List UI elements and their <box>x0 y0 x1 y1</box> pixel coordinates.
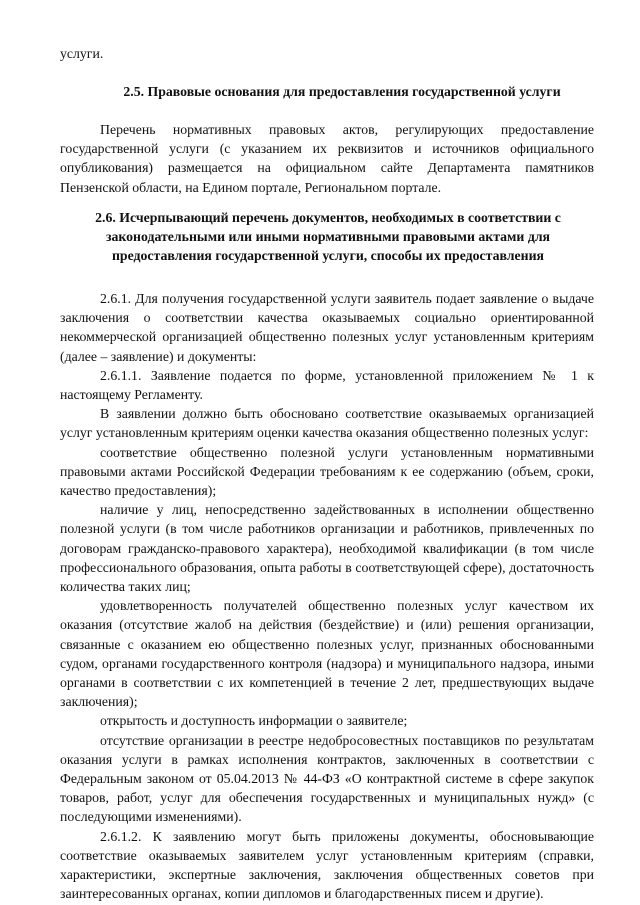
criterion-registry: отсутствие организации в реестре недобросовестных поставщиков по результатам оказания услуги в рамках исполнения контрактов, заключенных в соответствии с Федеральным законом от 05.04.2013 № 44-ФЗ «О контрактной системе в сфере закупок товаров, работ, услуг для обеспечения государственных и муниципальных нужд» (с последующими изменениями). <box>60 732 594 825</box>
section-2-6-body <box>60 289 594 904</box>
section-2-5-heading: 2.5. Правовые основания для предоставления государственной услуги <box>123 84 561 99</box>
criterion-satisfaction: удовлетворенность получателей общественно полезных услуг качеством их оказания (отсутствие жалоб на действия (бездействие) и (или) решения организации, связанные с оказанием ею общественно полезных услуг, признанных обоснованными судом, органами государственного контроля (надзора) и муниципального надзора, иными органами в соответствии с их компетенцией в течение 2 лет, предшествующих выдаче заключения); <box>60 598 594 710</box>
continued-text-fragment: услуги. <box>60 46 104 61</box>
criterion-compliance: соответствие общественно полезной услуги установленным нормативными правовыми актами Российской Федерации требованиям к ее содержанию (объем, сроки, качество предоставления); <box>60 444 594 499</box>
paragraph-2-6-1-1: 2.6.1.1. Заявление подается по форме, установленной приложением № 1 к настоящему Регламенту. <box>60 367 594 403</box>
section-2-6-heading: 2.6. Исчерпывающий перечень документов, необходимых в соответствии с законодательными или иными нормативными правовыми актами для предоставления государственной услуги, способы их предоставления <box>95 210 561 264</box>
paragraph-2-6-1: 2.6.1. Для получения государственной услуги заявитель подает заявление о выдаче заключения о соответствии качества оказываемых социально ориентированной некоммерческой организацией общественно полезных услуг установленным критериям (далее – заявление) и документы: <box>60 291 594 364</box>
paragraph-2-6-1-2: 2.6.1.2. К заявлению могут быть приложены документы, обосновывающие соответствие оказываемых заявителем услуг установленным критериям (справки, характеристики, экспертные заключения, заключения общественных советов при заинтересованных органах, копии дипломов и благодарственных писем и другие). <box>60 828 594 902</box>
section-2-5-paragraph: Перечень нормативных правовых актов, регулирующих предоставление государственной услуги (с указанием их реквизитов и источников официального опубликования) размещается на официальном сайте Департамента памятников Пензенской области, на Едином портале, Региональном портале. <box>60 122 594 195</box>
criterion-openness: открытость и доступность информации о заявителе; <box>100 713 408 729</box>
paragraph-justification-intro: В заявлении должно быть обосновано соответствие оказываемых организацией услуг установленным критериям оценки качества оказания общественно полезных услуг: <box>60 406 594 441</box>
criterion-qualification: наличие у лиц, непосредственно задействованных в исполнении общественно полезной услуги (в том числе работников организации и работников, привлеченных по договорам гражданско-правового характера), необходимой квалификации (в том числе профессионального образования, опыта работы в соответствующей сфере), достаточность количества таких лиц; <box>60 502 594 595</box>
